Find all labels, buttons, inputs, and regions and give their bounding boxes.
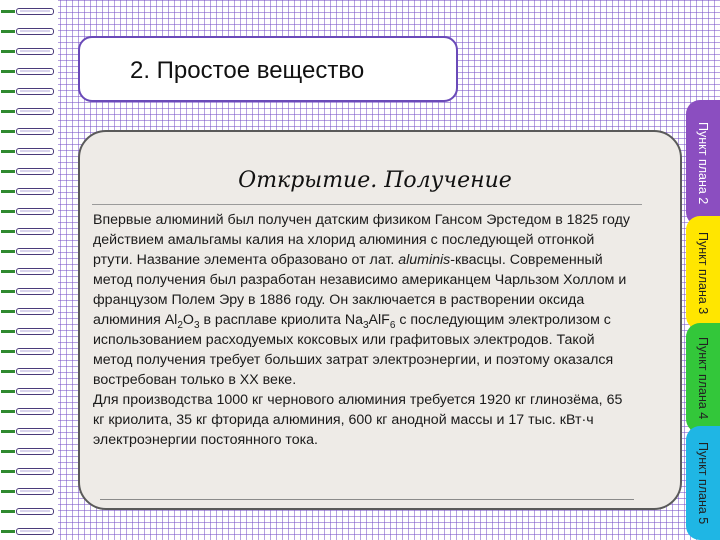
- binder-ring-icon: [16, 28, 54, 35]
- binder-ring-icon: [16, 328, 54, 335]
- subscript: 2: [177, 319, 183, 331]
- binder-ring-icon: [16, 448, 54, 455]
- text-run: в расплаве криолита Na: [199, 312, 363, 328]
- subscript: 3: [362, 319, 369, 331]
- binder-ring-icon: [16, 348, 54, 355]
- binder-ring-icon: [16, 248, 54, 255]
- binder-ring-icon: [16, 368, 54, 375]
- tab-plan-item-2[interactable]: [686, 100, 720, 226]
- binder-ring-icon: [16, 488, 54, 495]
- binder-ring-icon: [16, 508, 54, 515]
- latin-term: aluminis: [398, 252, 451, 268]
- binder-ring-icon: [16, 68, 54, 75]
- text-run: -квасцы. Современный метод получения был разработан независимо американцем Чарльзом Холлом и французом Полем Эру в 1886 году. Он заключается в растворении оксида алюминия Al: [93, 252, 627, 328]
- binder-ring-icon: [16, 268, 54, 275]
- binder-ring-icon: [16, 408, 54, 415]
- binder-ring-icon: [16, 228, 54, 235]
- tab-plan-item-3[interactable]: [686, 216, 720, 330]
- tab-plan-item-5[interactable]: [686, 426, 720, 540]
- binder-ring-icon: [16, 308, 54, 315]
- text-run: AlF: [368, 312, 390, 328]
- tab-label: Пункт плана 4: [696, 336, 710, 420]
- binder-ring-icon: [16, 188, 54, 195]
- paragraph-production: Для производства 1000 кг чернового алюминия требуется 1920 кг глинозёма, 65 кг криолита, 35 кг фторида алюминия, 600 кг анодной массы и 17 тыс. кВт·ч электроэнергии постоянного тока.: [93, 392, 623, 448]
- text-run: с последующим электролизом с использованием расходуемых коксовых или графитовых электродов. Такой метод получения требует больших затрат электроэнергии, и поэтому оказался востребован только в XX веке.: [93, 312, 614, 388]
- tab-label: Пункт плана 5: [696, 441, 710, 525]
- binder-ring-icon: [16, 168, 54, 175]
- slide-title: 2. Простое вещество: [130, 57, 365, 84]
- subscript: 6: [389, 319, 396, 331]
- binder-ring-icon: [16, 388, 54, 395]
- binder-ring-icon: [16, 148, 54, 155]
- slide-title-box: [78, 36, 458, 102]
- text-run: O: [182, 312, 194, 328]
- body-text: [93, 210, 633, 450]
- section-heading: Открытие. Получение: [238, 168, 512, 193]
- binder-ring-icon: [16, 208, 54, 215]
- binder-ring-icon: [16, 48, 54, 55]
- tab-plan-item-4[interactable]: [686, 323, 720, 433]
- binder-rail: [0, 0, 58, 540]
- subscript: 3: [193, 319, 200, 331]
- binder-ring-icon: [16, 8, 54, 15]
- binder-ring-icon: [16, 128, 54, 135]
- tab-label: Пункт плана 2: [696, 121, 710, 205]
- text-run: Впервые алюминий был получен датским физиком Гансом Эрстедом в 1825 году действием амальгамы калия на хлорид алюминия с последующей отгонкой ртути. Название элемента образовано от лат.: [93, 212, 630, 268]
- binder-ring-icon: [16, 288, 54, 295]
- binder-ring-icon: [16, 88, 54, 95]
- binder-ring-icon: [16, 468, 54, 475]
- divider-top: [92, 204, 642, 205]
- binder-ring-icon: [16, 528, 54, 535]
- tab-label: Пункт плана 3: [696, 231, 710, 315]
- binder-ring-icon: [16, 428, 54, 435]
- divider-bottom: [100, 499, 634, 500]
- binder-ring-icon: [16, 108, 54, 115]
- content-card: [78, 130, 682, 510]
